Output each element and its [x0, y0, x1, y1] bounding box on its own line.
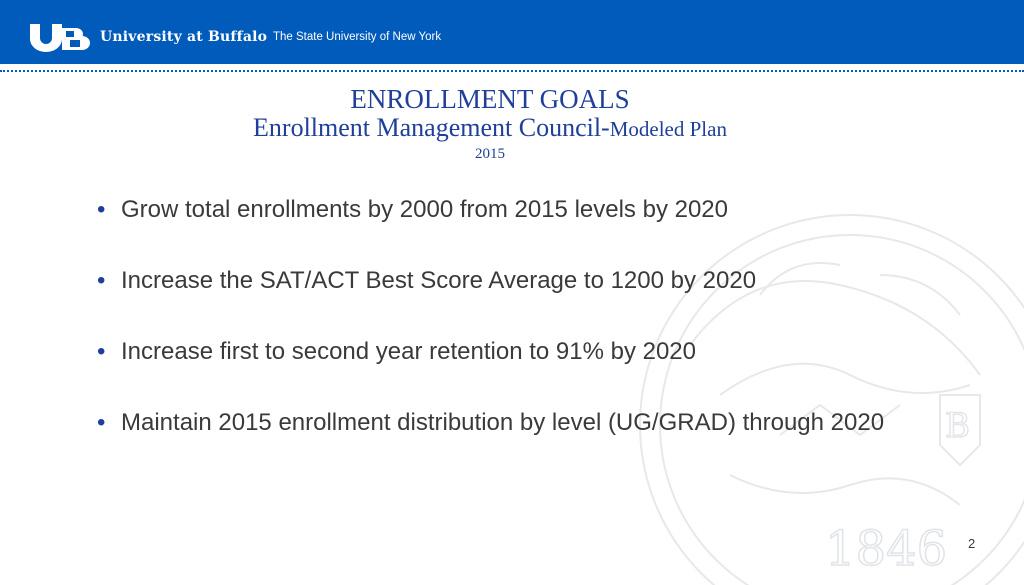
slide-year: 2015 [475, 146, 505, 162]
list-item [97, 192, 947, 228]
list-item-text: Increase the SAT/ACT Best Score Average to 1200 by 2020 [121, 267, 757, 294]
page-number: 2 [968, 536, 976, 551]
list-item-text: Maintain 2015 enrollment distribution by level (UG/GRAD) through 2020 [121, 409, 885, 436]
slide-title: ENROLLMENT GOALS [350, 84, 630, 114]
watermark-year: 1846 [825, 521, 948, 577]
university-name: University at Buffalo [100, 29, 268, 45]
bullet-icon: • [97, 196, 106, 223]
ub-logo-icon [28, 22, 94, 52]
slide-subtitle-main: Enrollment Management Council- [253, 113, 610, 142]
list-item-text: Grow total enrollments by 2000 from 2015 levels by 2020 [121, 196, 728, 223]
header-divider [0, 70, 1024, 72]
slide-subtitle-small: Modeled Plan [609, 117, 727, 141]
watermark-letter: B [945, 406, 970, 446]
slide-subtitle [0, 114, 980, 143]
slide-title-block [0, 84, 980, 165]
list-item [97, 334, 947, 370]
bullet-icon: • [97, 267, 106, 294]
bullet-icon: • [97, 338, 106, 365]
goal-list [97, 192, 947, 476]
bullet-icon: • [97, 409, 106, 436]
university-subtitle: The State University of New York [273, 31, 442, 43]
list-item-text: Increase first to second year retention to 91% by 2020 [121, 338, 697, 365]
header-bar [0, 0, 1024, 64]
list-item [97, 263, 947, 299]
list-item [97, 405, 947, 441]
